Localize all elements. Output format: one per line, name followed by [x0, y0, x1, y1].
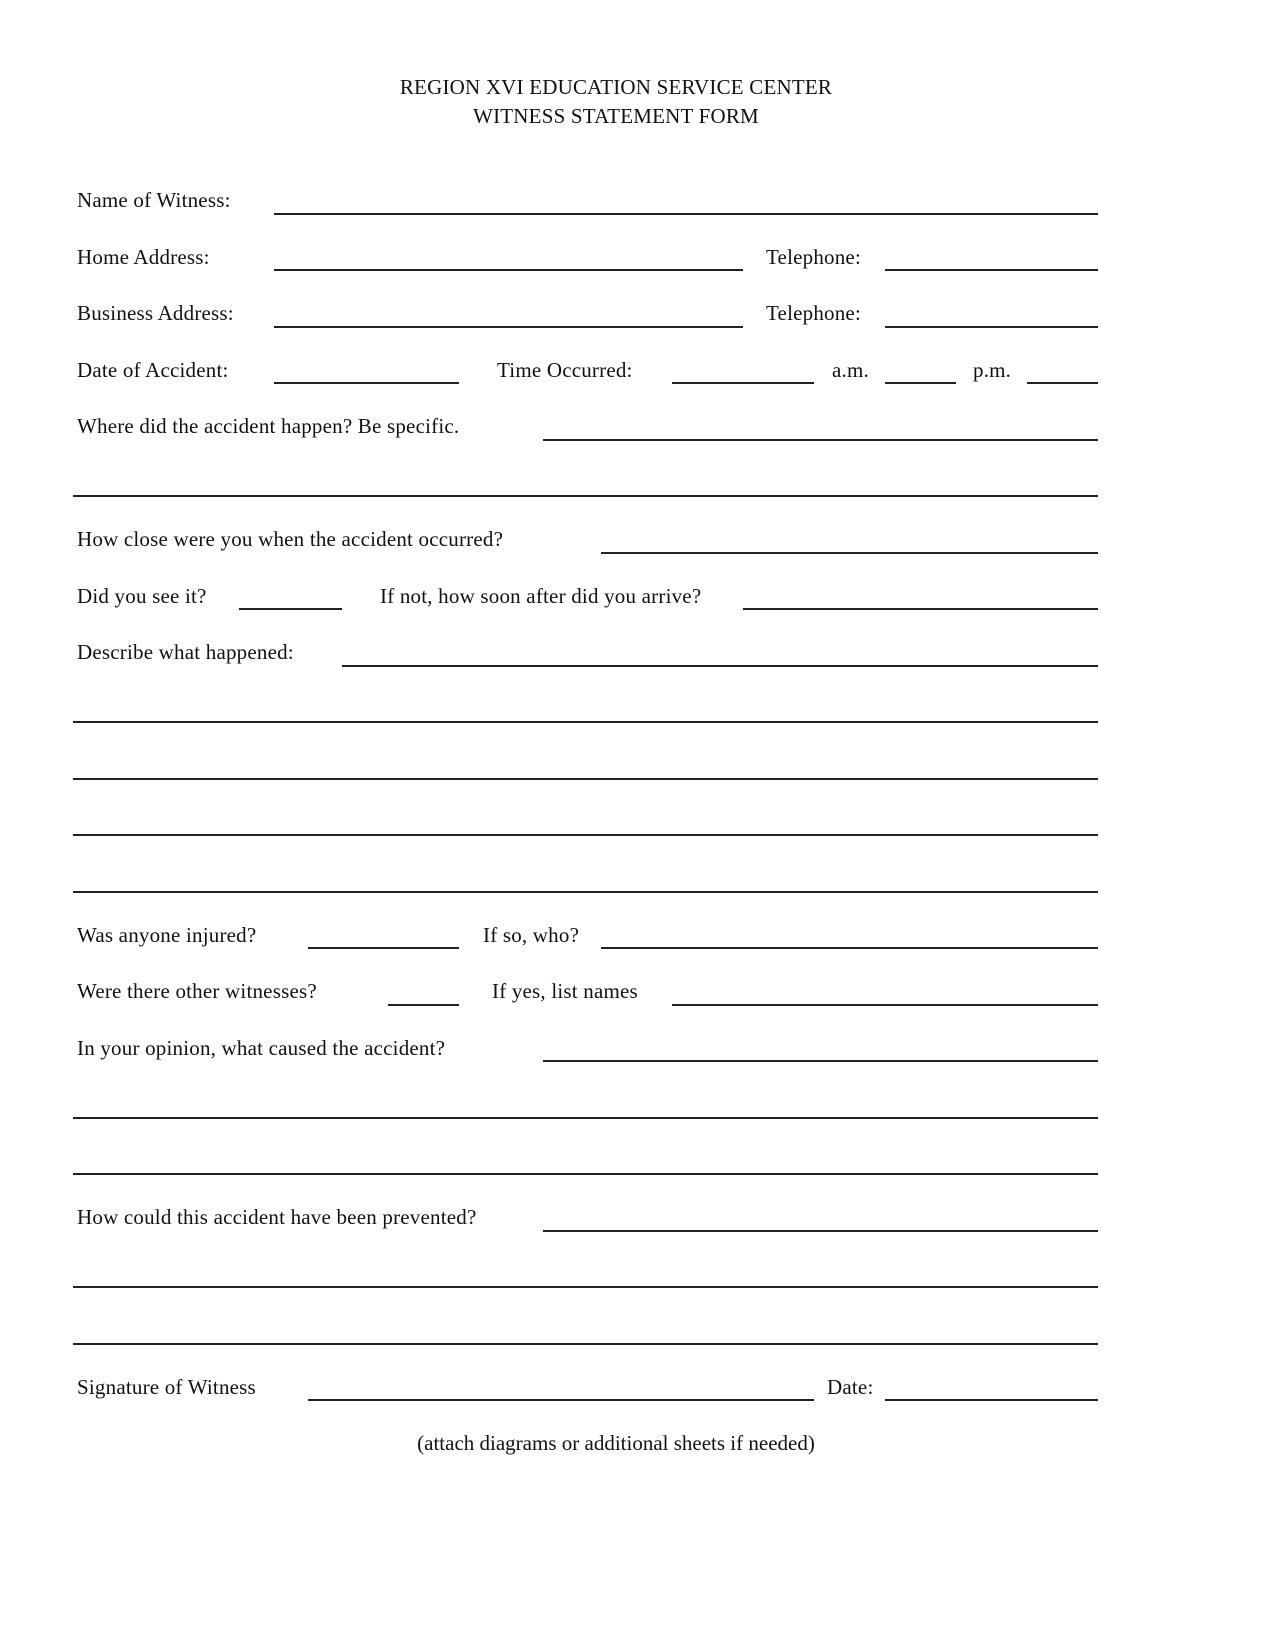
pm-label: p.m. — [973, 358, 1012, 382]
witness-names-field[interactable] — [672, 1004, 1098, 1006]
form-title: WITNESS STATEMENT FORM — [473, 104, 759, 128]
date-of-accident-label: Date of Accident: — [77, 358, 229, 382]
home-address-field[interactable] — [274, 269, 743, 271]
describe-field[interactable] — [342, 665, 1098, 667]
other-witnesses-field[interactable] — [388, 1004, 459, 1006]
form-title-organization: REGION XVI EDUCATION SERVICE CENTER — [399, 75, 833, 99]
did-you-see-field[interactable] — [239, 608, 342, 610]
prevention-field-line-3[interactable] — [73, 1343, 1098, 1345]
home-address-label: Home Address: — [77, 245, 210, 269]
accident-location-field-continued[interactable] — [73, 495, 1098, 497]
attachment-note: (attach diagrams or additional sheets if needed) — [417, 1431, 815, 1455]
am-label: a.m. — [832, 358, 869, 382]
accident-cause-field-line-3[interactable] — [73, 1173, 1098, 1175]
am-field[interactable] — [885, 382, 956, 384]
anyone-injured-label: Was anyone injured? — [77, 923, 257, 947]
how-close-field[interactable] — [601, 552, 1098, 554]
prevention-label: How could this accident have been prevented? — [77, 1205, 477, 1229]
signature-date-field[interactable] — [885, 1399, 1098, 1401]
arrival-time-field[interactable] — [743, 608, 1098, 610]
signature-label: Signature of Witness — [77, 1375, 256, 1399]
date-of-accident-field[interactable] — [274, 382, 459, 384]
describe-field-line-5[interactable] — [73, 891, 1098, 893]
time-occurred-field[interactable] — [672, 382, 814, 384]
prevention-field[interactable] — [543, 1230, 1098, 1232]
pm-field[interactable] — [1027, 382, 1098, 384]
anyone-injured-field[interactable] — [308, 947, 459, 949]
did-you-see-label: Did you see it? — [77, 584, 207, 608]
describe-field-line-2[interactable] — [73, 721, 1098, 723]
how-close-label: How close were you when the accident occurred? — [77, 527, 504, 551]
signature-field[interactable] — [308, 1399, 814, 1401]
business-address-label: Business Address: — [77, 301, 234, 325]
arrival-time-label: If not, how soon after did you arrive? — [380, 584, 702, 608]
business-telephone-field[interactable] — [885, 326, 1098, 328]
accident-cause-label: In your opinion, what caused the accident? — [77, 1036, 446, 1060]
accident-location-label: Where did the accident happen? Be specific. — [77, 414, 460, 438]
other-witnesses-label: Were there other witnesses? — [77, 979, 317, 1003]
accident-location-field[interactable] — [543, 439, 1098, 441]
injured-who-field[interactable] — [601, 947, 1098, 949]
injured-who-label: If so, who? — [483, 923, 580, 947]
business-address-field[interactable] — [274, 326, 743, 328]
home-telephone-label: Telephone: — [766, 245, 861, 269]
accident-cause-field-line-2[interactable] — [73, 1117, 1098, 1119]
home-telephone-field[interactable] — [885, 269, 1098, 271]
time-occurred-label: Time Occurred: — [497, 358, 633, 382]
describe-field-line-4[interactable] — [73, 834, 1098, 836]
name-of-witness-field[interactable] — [274, 213, 1098, 215]
witness-names-label: If yes, list names — [492, 979, 638, 1003]
name-of-witness-label: Name of Witness: — [77, 188, 231, 212]
accident-cause-field[interactable] — [543, 1060, 1098, 1062]
describe-label: Describe what happened: — [77, 640, 294, 664]
prevention-field-line-2[interactable] — [73, 1286, 1098, 1288]
signature-date-label: Date: — [827, 1375, 874, 1399]
business-telephone-label: Telephone: — [766, 301, 861, 325]
describe-field-line-3[interactable] — [73, 778, 1098, 780]
